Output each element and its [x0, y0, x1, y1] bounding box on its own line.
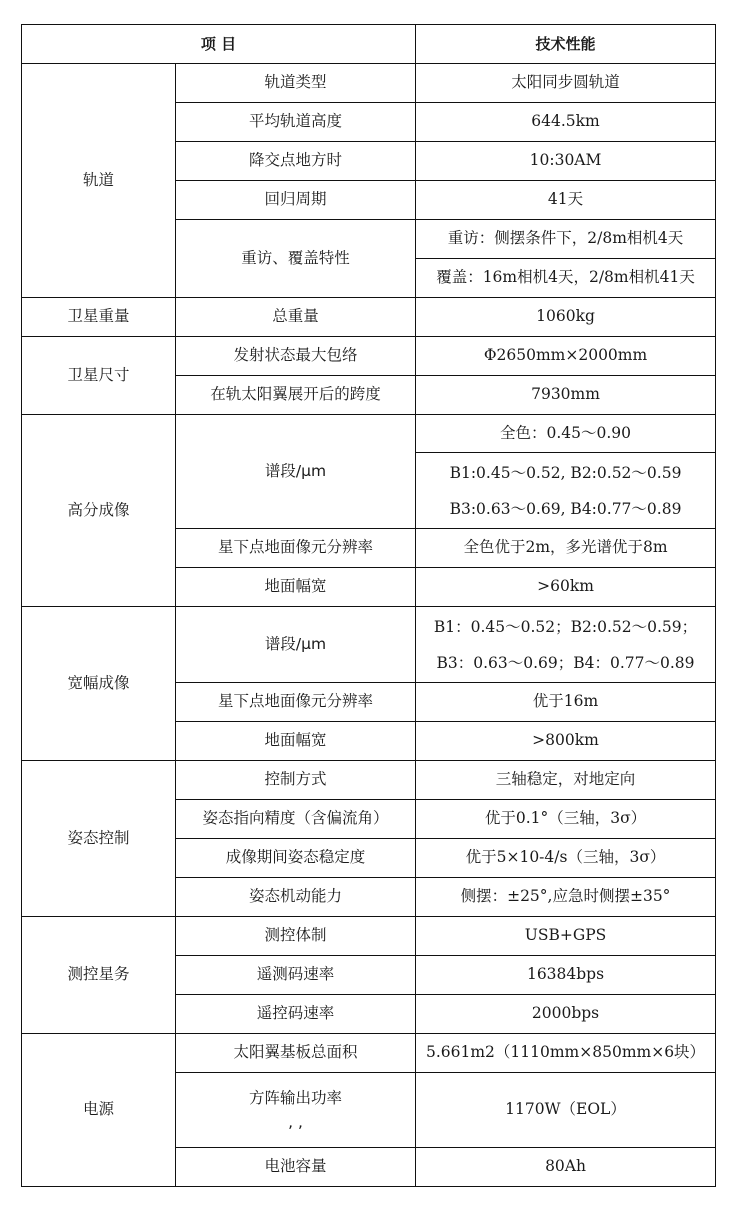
row-label: 太阳翼基板总面积 — [176, 1034, 416, 1073]
row-label: 遥测码速率 — [176, 956, 416, 995]
row-value: 80Ah — [416, 1148, 716, 1187]
row-label: 姿态指向精度（含偏流角） — [176, 800, 416, 839]
row-value: 1170W（EOL） — [416, 1073, 716, 1148]
row-label: 轨道类型 — [176, 64, 416, 103]
table-row — [22, 298, 716, 337]
row-value: 41天 — [416, 181, 716, 220]
row-value: 太阳同步圆轨道 — [416, 64, 716, 103]
row-label: 星下点地面像元分辨率 — [176, 529, 416, 568]
row-value: 优于16m — [416, 683, 716, 722]
row-label — [176, 1073, 416, 1148]
band-line: B1:0.45～0.52, B2:0.52～0.59 — [449, 463, 682, 482]
row-label: 平均轨道高度 — [176, 103, 416, 142]
row-label: 谱段/μm — [176, 415, 416, 529]
row-label: 姿态机动能力 — [176, 878, 416, 917]
band-line: B1：0.45～0.52；B2:0.52～0.59； — [433, 617, 698, 636]
header-row — [22, 25, 716, 64]
category-power: 电源 — [22, 1034, 176, 1187]
row-value: 侧摆：±25°,应急时侧摆±35° — [416, 878, 716, 917]
row-value: >800km — [416, 722, 716, 761]
row-label: 成像期间姿态稳定度 — [176, 839, 416, 878]
table-row — [22, 415, 716, 453]
row-label: 回归周期 — [176, 181, 416, 220]
row-value: 2000bps — [416, 995, 716, 1034]
row-value: USB+GPS — [416, 917, 716, 956]
row-label: 测控体制 — [176, 917, 416, 956]
row-label: 星下点地面像元分辨率 — [176, 683, 416, 722]
row-value: 全色：0.45～0.90 — [416, 415, 716, 453]
row-label: 地面幅宽 — [176, 568, 416, 607]
row-label: 总重量 — [176, 298, 416, 337]
row-value: 三轴稳定，对地定向 — [416, 761, 716, 800]
band-line: B3：0.63～0.69；B4：0.77～0.89 — [436, 653, 695, 672]
row-value — [416, 607, 716, 683]
row-value: Φ2650mm×2000mm — [416, 337, 716, 376]
table-row — [22, 337, 716, 376]
row-value: 10:30AM — [416, 142, 716, 181]
category-ttc: 测控星务 — [22, 917, 176, 1034]
array-power-label: 方阵输出功率 — [249, 1089, 343, 1107]
row-value: >60km — [416, 568, 716, 607]
category-wide: 宽幅成像 — [22, 607, 176, 761]
table-row — [22, 1034, 716, 1073]
category-hires: 高分成像 — [22, 415, 176, 607]
array-power-extra: , , — [288, 1113, 303, 1131]
table-row — [22, 64, 716, 103]
category-orbit: 轨道 — [22, 64, 176, 298]
row-label: 谱段/μm — [176, 607, 416, 683]
row-value: 优于0.1°（三轴，3σ） — [416, 800, 716, 839]
row-value: 644.5km — [416, 103, 716, 142]
header-performance: 技术性能 — [416, 25, 716, 64]
row-value: 16384bps — [416, 956, 716, 995]
table-row — [22, 917, 716, 956]
row-value: 全色优于2m，多光谱优于8m — [416, 529, 716, 568]
category-weight: 卫星重量 — [22, 298, 176, 337]
category-attitude: 姿态控制 — [22, 761, 176, 917]
table-row — [22, 761, 716, 800]
row-label: 控制方式 — [176, 761, 416, 800]
row-label: 在轨太阳翼展开后的跨度 — [176, 376, 416, 415]
table-row — [22, 607, 716, 683]
row-value: 1060kg — [416, 298, 716, 337]
row-label: 遥控码速率 — [176, 995, 416, 1034]
spec-table — [21, 24, 716, 1187]
row-value — [416, 453, 716, 529]
row-label: 地面幅宽 — [176, 722, 416, 761]
row-label: 重访、覆盖特性 — [176, 220, 416, 298]
row-value: 优于5×10-4/s（三轴，3σ） — [416, 839, 716, 878]
category-size: 卫星尺寸 — [22, 337, 176, 415]
row-label: 电池容量 — [176, 1148, 416, 1187]
row-value: 覆盖：16m相机4天，2/8m相机41天 — [416, 259, 716, 298]
row-value: 7930mm — [416, 376, 716, 415]
band-line: B3:0.63～0.69, B4:0.77～0.89 — [449, 499, 682, 518]
row-value: 重访：侧摆条件下，2/8m相机4天 — [416, 220, 716, 259]
row-value: 5.661m2（1110mm×850mm×6块） — [416, 1034, 716, 1073]
row-label: 发射状态最大包络 — [176, 337, 416, 376]
row-label: 降交点地方时 — [176, 142, 416, 181]
header-item: 项 目 — [22, 25, 416, 64]
